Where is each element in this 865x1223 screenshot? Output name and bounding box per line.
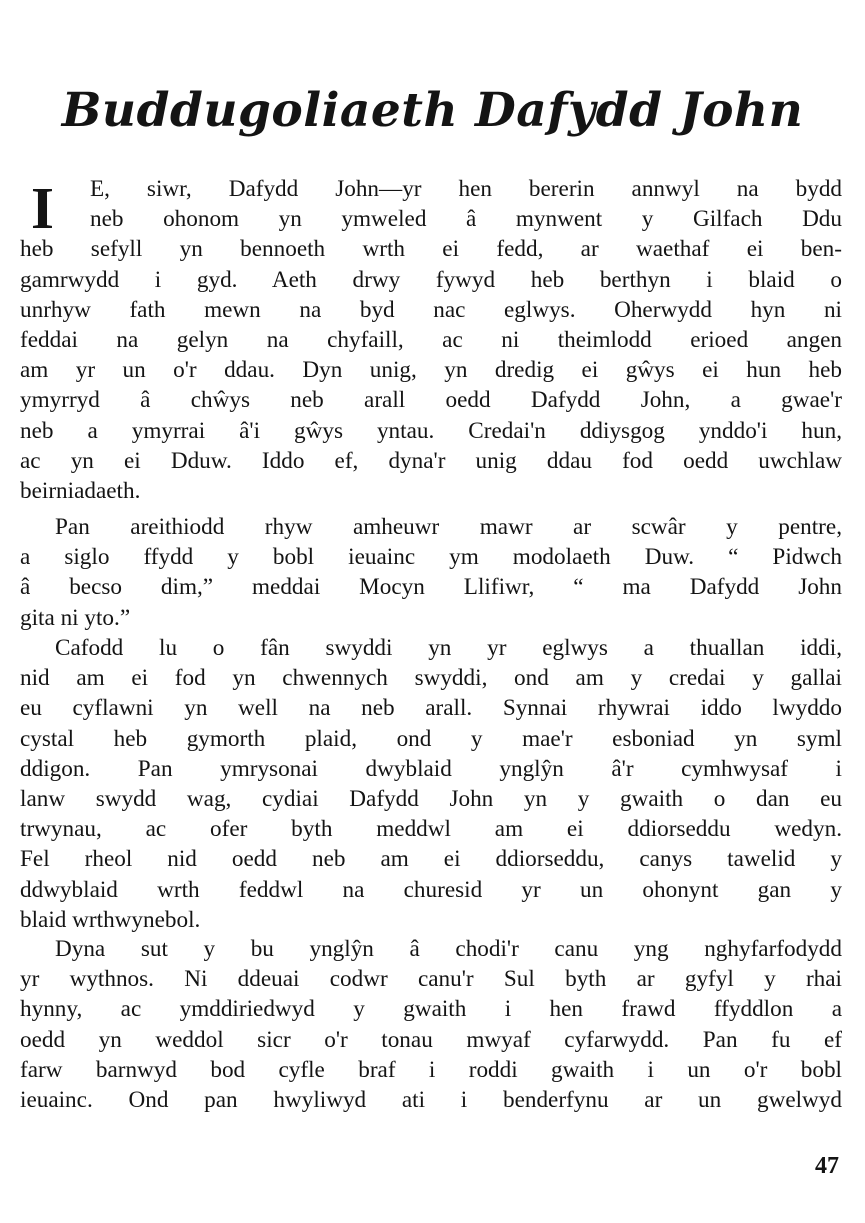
text-line: ymyrryd â chŵys neb arall oedd Dafydd John, a gwae'r	[20, 387, 842, 414]
text-line: gita ni yto.”	[20, 604, 131, 631]
text-line: trwynau, ac ofer byth meddwl am ei ddiorseddu wedyn.	[20, 816, 842, 843]
text-line: ieuainc. Ond pan hwyliwyd ati i benderfynu ar un gwelwyd	[20, 1086, 842, 1113]
text-line: Pan areithiodd rhyw amheuwr mawr ar scwâr y pentre,	[55, 514, 842, 540]
text-line: lanw swydd wag, cydiai Dafydd John yn y gwaith o dan eu	[20, 785, 842, 812]
text-line: â becso dim,” meddai Mocyn Llifiwr, “ ma Dafydd John	[20, 574, 842, 601]
page-number: 47	[815, 1153, 839, 1179]
text-line: ddigon. Pan ymrysonai dwyblaid ynglŷn â'r cymhwysaf i	[20, 755, 842, 782]
text-line: E, siwr, Dafydd John—yr hen bererin annwyl na bydd	[90, 176, 842, 202]
paragraph	[20, 512, 842, 633]
text-line: cystal heb gymorth plaid, ond y mae'r esboniad yn syml	[20, 725, 842, 752]
paragraph	[20, 633, 842, 935]
text-line: unrhyw fath mewn na byd nac eglwys. Oherwydd hyn ni	[20, 296, 842, 323]
text-line: ddwyblaid wrth feddwl na churesid yr un ohonynt gan y	[20, 876, 842, 903]
text-line: ac yn ei Dduw. Iddo ef, dyna'r unig ddau fod oedd uwchlaw	[20, 447, 842, 474]
text-line: eu cyflawni yn well na neb arall. Synnai rhywrai iddo lwyddo	[20, 695, 842, 722]
text-line: nid am ei fod yn chwennych swyddi, ond am y credai y gallai	[20, 665, 842, 692]
text-line: yr wythnos. Ni ddeuai codwr canu'r Sul byth ar gyfyl y rhai	[20, 966, 842, 993]
paragraph	[20, 934, 842, 1115]
text-line: neb ohonom yn ymweled â mynwent y Gilfach Ddu	[90, 206, 842, 233]
text-line: neb a ymyrrai â'i gŵys yntau. Credai'n ddiysgog ynddo'i hun,	[20, 417, 842, 444]
text-line: Fel rheol nid oedd neb am ei ddiorseddu, canys tawelid y	[20, 846, 842, 873]
text-line: feddai na gelyn na chyfaill, ac ni theimlodd erioed angen	[20, 326, 842, 353]
paragraph	[20, 174, 842, 506]
drop-cap: I	[31, 175, 54, 241]
page-title: Buddugoliaeth Dafydd John	[61, 83, 804, 138]
text-line: heb sefyll yn bennoeth wrth ei fedd, ar waethaf ei ben-	[20, 236, 842, 263]
text-line: hynny, ac ymddiriedwyd y gwaith i hen frawd ffyddlon a	[20, 996, 842, 1023]
text-line: a siglo ffydd y bobl ieuainc ym modolaeth Duw. “ Pidwch	[20, 544, 842, 571]
text-line: farw barnwyd bod cyfle braf i roddi gwaith i un o'r bobl	[20, 1056, 842, 1083]
text-line: beirniadaeth.	[20, 477, 141, 504]
text-line: am yr un o'r ddau. Dyn unig, yn dredig ei gŵys ei hun heb	[20, 357, 842, 384]
text-line: Dyna sut y bu ynglŷn â chodi'r canu yng nghyfarfodydd	[55, 936, 842, 962]
text-line: oedd yn weddol sicr o'r tonau mwyaf cyfarwydd. Pan fu ef	[20, 1026, 842, 1053]
text-line: blaid wrthwynebol.	[20, 906, 201, 933]
text-line: Cafodd lu o fân swyddi yn yr eglwys a thuallan iddi,	[55, 635, 842, 661]
text-line: gamrwydd i gyd. Aeth drwy fywyd heb berthyn i blaid o	[20, 266, 842, 293]
